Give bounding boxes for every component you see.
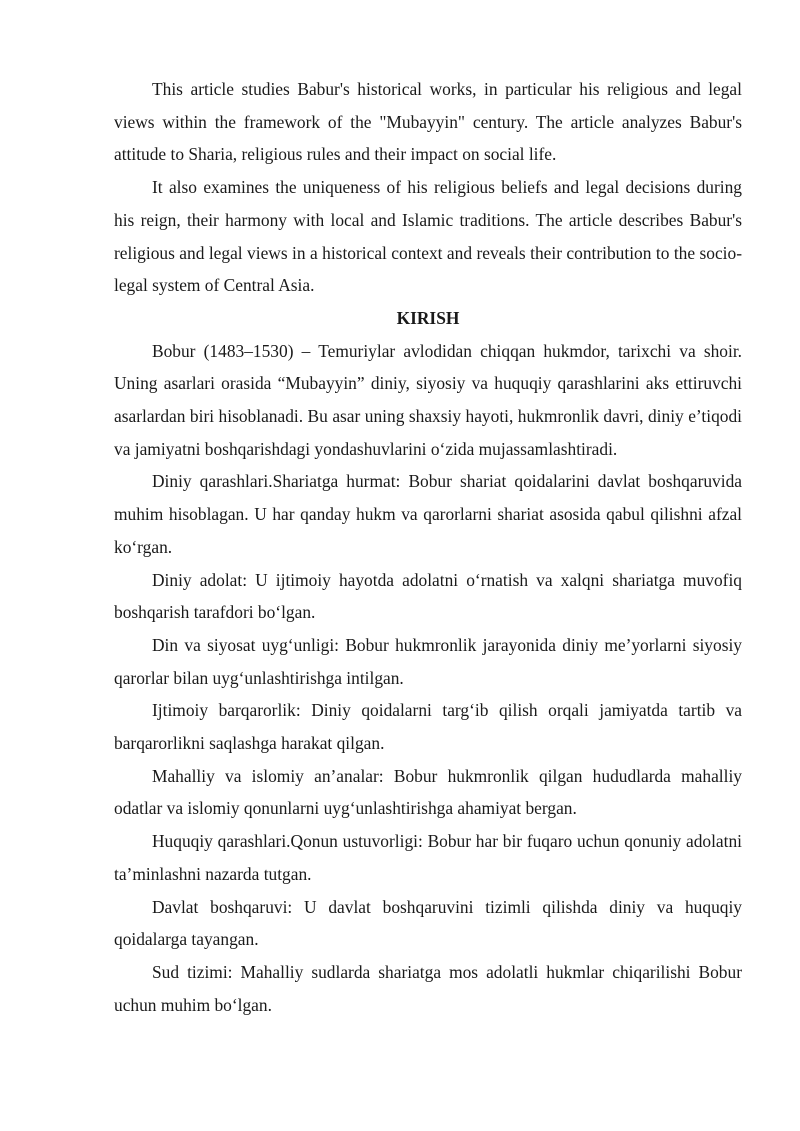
body-paragraph-rule-of-law: Huquqiy qarashlari.Qonun ustuvorligi: Bobur har bir fuqaro uchun qonuniy adolatni ta’minlashni nazarda tutgan.	[114, 831, 742, 884]
abstract-paragraph-2: It also examines the uniqueness of his religious beliefs and legal decisions during his reign, their harmony with local and Islamic traditions. The article describes Babur's religious and legal views in a historical context and reveals their contribution to the socio-legal system of Central Asia.	[114, 177, 742, 296]
body-paragraph-religion-politics: Din va siyosat uyg‘unligi: Bobur hukmronlik jarayonida diniy me’yorlarni siyosiy qarorlar bilan uyg‘unlashtirishga intilgan.	[114, 634, 742, 688]
body-paragraph-court-system: Sud tizimi: Mahalliy sudlarda shariatga mos adolatli hukmlar chiqarilishi Bobur uchun muhim bo‘lgan.	[114, 961, 742, 1015]
body-paragraph-religious-justice: Diniy adolat: U ijtimoiy hayotda adolatni o‘rnatish va xalqni shariatga muvofiq boshqarish tarafdori bo‘lgan.	[114, 569, 742, 623]
abstract-paragraph-1: This article studies Babur's historical works, in particular his religious and legal views within the framework of the "Mubayyin" century. The article analyzes Babur's attitude to Sharia, religious rules and their impact on social life.	[114, 79, 742, 165]
body-paragraph-local-traditions: Mahalliy va islomiy an’analar: Bobur hukmronlik qilgan hududlarda mahalliy odatlar va islomiy qonunlarni uyg‘unlashtirishga ahamiyat bergan.	[114, 765, 742, 819]
section-heading: KIRISH	[396, 307, 460, 328]
document-page	[114, 73, 742, 1021]
body-paragraph-sharia-respect: Diniy qarashlari.Shariatga hurmat: Bobur shariat qoidalarini davlat boshqaruvida muhim hisoblagan. U har qanday hukm va qarorlarni shariat asosida qabul qilishni afzal ko‘rgan.	[114, 471, 742, 557]
body-paragraph-state-governance: Davlat boshqaruvi: U davlat boshqaruvini tizimli qilishda diniy va huquqiy qoidalarga tayangan.	[114, 896, 742, 950]
body-paragraph-intro: Bobur (1483–1530) – Temuriylar avlodidan chiqqan hukmdor, tarixchi va shoir. Uning asarlari orasida “Mubayyin” diniy, siyosiy va huquqiy qarashlarini aks ettiruvchi asarlardan biri hisoblanadi. Bu asar uning shaxsiy hayoti, hukmronlik davri, diniy e’tiqodi va jamiyatni boshqarishdagi yondashuvlarini o‘zida mujassamlashtiradi.	[114, 340, 742, 459]
body-paragraph-social-stability: Ijtimoiy barqarorlik: Diniy qoidalarni targ‘ib qilish orqali jamiyatda tartib va barqarorlikni saqlashga harakat qilgan.	[114, 700, 742, 754]
